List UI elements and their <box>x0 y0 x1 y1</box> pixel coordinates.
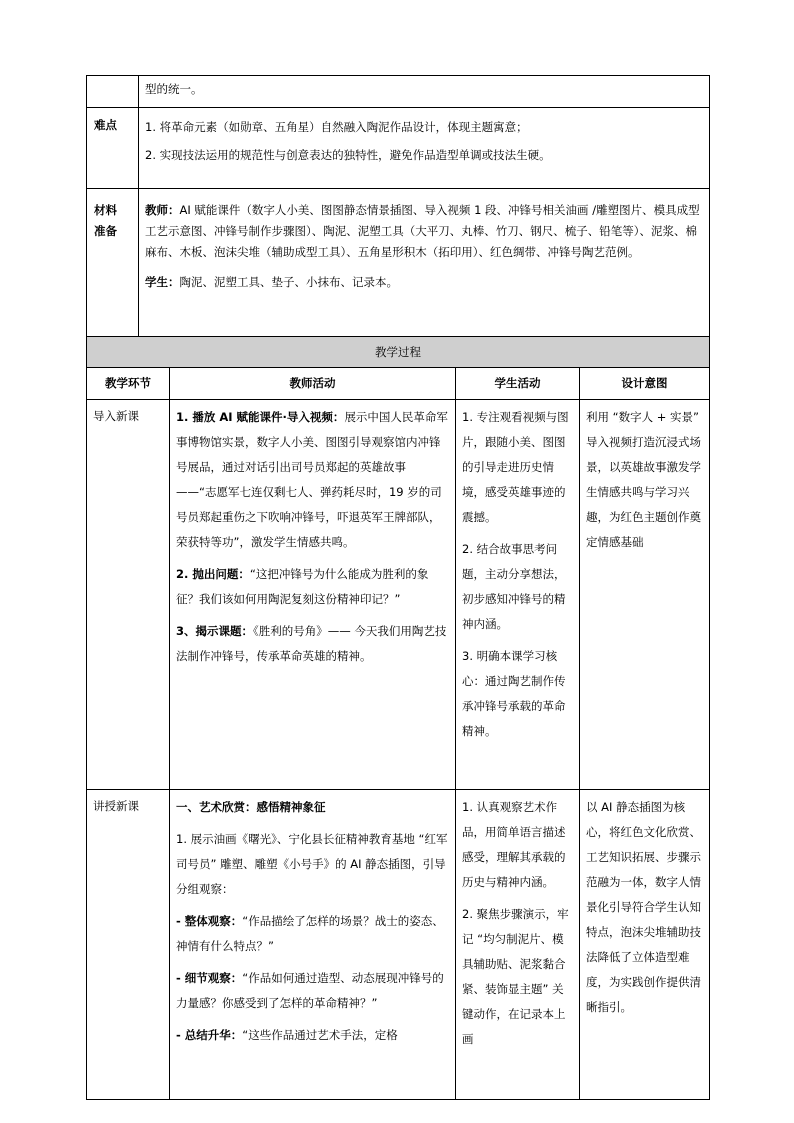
teacher-activity-cell <box>170 400 456 790</box>
col-header-student: 学生活动 <box>456 368 580 400</box>
step-lead: 1. 播放 AI 赋能课件·导入视频： <box>176 410 345 424</box>
teacher-step <box>176 1023 450 1048</box>
teacher-label: 教师： <box>145 203 180 217</box>
step-lead: 一、艺术欣赏：感悟精神象征 <box>176 800 326 814</box>
student-step: 1. 专注观看视频与图片，跟随小美、图图的引导走进历史情境，感受英雄事迹的震撼。 <box>462 410 569 524</box>
materials-label-text: 材料准备 <box>94 203 117 238</box>
process-title: 教学过程 <box>87 337 710 368</box>
step-text: 1. 展示油画《曙光》、宁化县长征精神教育基地 “红军司号员” 雕塑、雕塑《小号手》的 AI 静态插图，引导分组观察： <box>176 832 448 896</box>
student-activity-cell <box>456 790 580 1100</box>
intent-cell <box>580 400 710 790</box>
materials-teacher <box>145 200 705 263</box>
step-text: “这把冲锋号为什么能成为胜利的象征？我们该如何用陶泥复刻这份精神印记？” <box>176 567 429 606</box>
step-text: “作品描绘了怎样的场景？战士的姿态、神情有什么特点？” <box>176 914 444 953</box>
teacher-step <box>176 966 450 1016</box>
intent-text: 利用 “数字人 + 实景” 导入视频打造沉浸式场景，以英雄故事激发学生情感共鸣与学习兴趣，为红色主题创作奠定情感基础 <box>586 410 701 549</box>
focus-continuation-row <box>87 76 710 108</box>
teacher-step <box>176 795 450 820</box>
stage-cell: 导入新课 <box>87 400 170 790</box>
empty-label-cell <box>87 76 139 108</box>
teacher-step <box>176 909 450 959</box>
teacher-step <box>176 619 450 669</box>
student-label: 学生： <box>145 275 180 289</box>
col-header-intent: 设计意图 <box>580 368 710 400</box>
column-headers <box>87 368 710 400</box>
student-step: 3. 明确本课学习核心：通过陶艺制作传承冲锋号承载的革命精神。 <box>462 649 566 738</box>
difficulty-row <box>87 108 710 189</box>
col-header-teacher: 教师活动 <box>170 368 456 400</box>
difficulty-item: 1. 将革命元素（如勋章、五角星）自然融入陶泥作品设计，体现主题寓意； <box>145 120 528 134</box>
process-table <box>86 336 710 1100</box>
student-materials-text: 陶泥、泥塑工具、垫子、小抹布、记录本。 <box>179 275 398 289</box>
step-lead: - 整体观察： <box>176 914 243 928</box>
student-step: 2. 聚焦步骤演示，牢记 “均匀制泥片、模具辅助贴、泥浆黏合紧、装饰显主题” 关键动作，在记录本上画 <box>462 907 569 1046</box>
step-text: 展示中国人民革命军事博物馆实景，数字人小美、图图引导观察馆内冲锋号展品，通过对话引出司号员郑起的英雄故事 ——“志愿军七连仅剩七人、弹药耗尽时，19 岁的司号员郑起重伤之下吹响冲锋号，吓退英军王牌部队，荣获特等功”，激发学生情感共鸣。 <box>176 410 448 549</box>
materials-content <box>139 189 710 349</box>
difficulty-content <box>139 108 710 189</box>
intent-cell <box>580 790 710 1100</box>
step-text: “这些作品通过艺术手法，定格 <box>242 1028 398 1042</box>
student-activity-cell <box>456 400 580 790</box>
teacher-step <box>176 827 450 902</box>
student-step: 2. 结合故事思考问题，主动分享想法，初步感知冲锋号的精神内涵。 <box>462 542 566 631</box>
col-header-stage: 教学环节 <box>87 368 170 400</box>
intent-text: 以 AI 静态插图为核心，将红色文化欣赏、工艺知识拓展、步骤示范融为一体，数字人情景化引导符合学生认知特点，泡沫尖堆辅助技法降低了立体造型难度，为实践创作提供清晰指引。 <box>586 800 701 1014</box>
stage-cell: 讲授新课 <box>87 790 170 1100</box>
teacher-activity-cell <box>170 790 456 1100</box>
materials-row <box>87 189 710 349</box>
step-text: 《胜利的号角》—— 今天我们用陶艺技法制作冲锋号，传承革命英雄的精神。 <box>176 624 447 663</box>
teacher-step <box>176 405 450 555</box>
step-lead: 3、揭示课题： <box>176 624 254 638</box>
table-row <box>87 400 710 790</box>
step-lead: 2. 抛出问题： <box>176 567 250 581</box>
step-lead: - 总结升华： <box>176 1028 243 1042</box>
continuation-cell <box>139 76 710 108</box>
materials-label <box>87 189 139 349</box>
step-lead: - 细节观察： <box>176 971 243 985</box>
info-table <box>86 75 710 349</box>
step-text: “作品如何通过造型、动态展现冲锋号的力量感？你感受到了怎样的革命精神？” <box>176 971 444 1010</box>
teacher-materials-text: AI 赋能课件（数字人小美、图图静态情景插图、导入视频 1 段、冲锋号相关油画 /雕塑图片、模具成型工艺示意图、冲锋号制作步骤图）、陶泥、泥塑工具（大平刀、丸棒、竹刀、钢尺、梳子、铅笔等）、泥浆、棉麻布、木板、泡沫尖堆（辅助成型工具）、五角星形积木（拓印用）、红色绸带、冲锋号陶艺范例。 <box>145 203 700 259</box>
teacher-step <box>176 562 450 612</box>
materials-student <box>145 272 705 293</box>
difficulty-item: 2. 实现技法运用的规范性与创意表达的独特性，避免作品造型单调或技法生硬。 <box>145 148 551 162</box>
table-row <box>87 790 710 1100</box>
student-step: 1. 认真观察艺术作品，用简单语言描述感受，理解其承载的历史与精神内涵。 <box>462 800 566 889</box>
difficulty-label: 难点 <box>87 108 139 189</box>
continuation-text: 型的统一。 <box>145 82 203 96</box>
